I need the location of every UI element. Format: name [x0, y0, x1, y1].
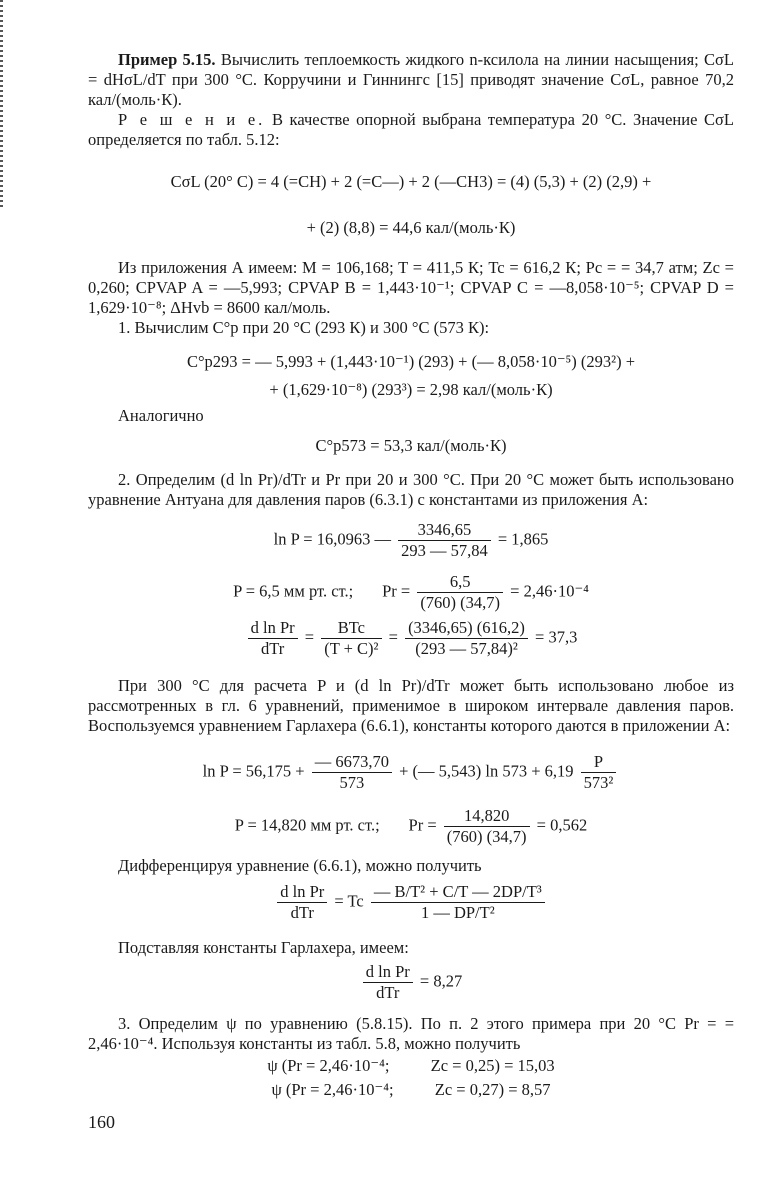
page-number: 160 [88, 1112, 115, 1132]
eq5-fraction [417, 572, 503, 613]
eq5-left: P = 6,5 мм рт. ст.; [233, 581, 354, 601]
eq5-rhs: = 2,46·10⁻⁴ [510, 581, 589, 601]
eq8-denominator: (760) (34,7) [444, 826, 530, 847]
equation-1-line-1: CσL (20° C) = 4 (=CH) + 2 (=C—) + 2 (—CH3) = (4) (5,3) + (2) (2,9) + [170, 172, 652, 191]
eq8-fraction [444, 806, 530, 847]
eq7-lhs: ln P = 56,175 + [202, 761, 305, 781]
equation-3: C°p573 = 53,3 кал/(моль·К) [315, 436, 507, 455]
equation-2-line-1: C°p293 = — 5,993 + (1,443·10⁻¹) (293) + (— 8,058·10⁻⁵) (293²) + [186, 352, 636, 371]
equation-6: $\frac{\text{d ln Pr}}{\text{dTr}}$ = $\frac{\text{BTc}}{\text{(T + C)²}}$ = $\frac{(3346,65) (616,2)}{\text{(293 — 57,84)²}}$ = 37,3 [88, 618, 734, 659]
eq10-numerator: d ln Pr [365, 962, 410, 981]
eq4-fraction [398, 520, 491, 561]
eq5-numerator: 6,5 [449, 572, 471, 591]
equation-11: ψ (Pr = 2,46·10⁻⁴; Zc = 0,25) = 15,03 [267, 1056, 555, 1075]
eq6-denominator-1: dTr [248, 638, 298, 659]
example-text: Вычислить теплоемкость жидкого n-ксилола на линии насыщения; CσL = dHσL/dT при 300 °C. Корручини и Гиннингс [15] приводят значение CσL, равное 70,2 кал/(моль·К). [88, 50, 735, 109]
eq9-numerator-1: d ln Pr [280, 882, 325, 901]
solution-text: В качестве опорной выбрана температура 20 °C. Значение CσL определяется по табл. 5.12: [88, 110, 735, 149]
eq5-lhs: Pr = [382, 581, 411, 601]
eq4-rhs: = 1,865 [497, 529, 549, 549]
eq6-fraction-2 [321, 618, 381, 659]
eq4-lhs: ln P = 16,0963 — [273, 529, 391, 549]
solution-word: Р е ш е н и е. [118, 110, 266, 129]
eq6-denominator-2: (T + C)² [321, 638, 381, 659]
solution-paragraph [88, 110, 734, 150]
equation-12: ψ (Pr = 2,46·10⁻⁴; Zc = 0,27) = 8,57 [271, 1080, 551, 1099]
equation-10 [88, 962, 734, 1003]
paragraph-300c: При 300 °C для расчета P и (d ln Pr)/dTr может быть использовано любое из рассмотренных в гл. 6 уравнений, применимое в широком интервале давления паров. Воспользуемся уравнением Гарлахера (6.6.1), константы которого даются в приложении А: [88, 676, 734, 735]
eq6-rhs: = 37,3 [535, 627, 578, 647]
eq8-numerator: 14,820 [463, 806, 510, 825]
example-title: Пример 5.15. [118, 50, 216, 69]
eq6-numerator-2: BTc [337, 618, 365, 637]
eq6-denominator-3: (293 — 57,84)² [405, 638, 528, 659]
appendix-paragraph: Из приложения А имеем: M = 106,168; T = 411,5 К; Tc = 616,2 К; Pc = = 34,7 атм; Zc = 0,260; CPVAP A = —5,993; CPVAP B = 1,443·10⁻¹; CPVAP C = —8,058·10⁻⁵; CPVAP D = 1,629·10⁻⁸; ΔHvb = 8600 кал/моль. [88, 258, 734, 317]
eq9-fraction-1 [277, 882, 327, 923]
eq9-mid: = Tc [334, 891, 364, 911]
differentiation-text: Дифференцируя уравнение (6.6.1), можно получить [118, 856, 482, 875]
eq7-numerator-2: P [593, 752, 604, 771]
eq7-numerator-1: — 6673,70 [314, 752, 389, 771]
eq9-numerator-2: — B/T² + C/T — 2DP/T³ [373, 882, 542, 901]
eq7-fraction-2 [581, 752, 617, 793]
eq9-fraction-2 [371, 882, 545, 923]
eq7-mid: + (— 5,543) ln 573 + 6,19 [399, 761, 574, 781]
equation-1-line-2: + (2) (8,8) = 44,6 кал/(моль·К) [306, 218, 516, 237]
eq8-left: P = 14,820 мм рт. ст.; [234, 815, 380, 835]
eq4-denominator: 293 — 57,84 [398, 540, 491, 561]
page-edge-marks [0, 0, 3, 210]
eq6-numerator-1: d ln Pr [250, 618, 295, 637]
eq4-numerator: 3346,65 [417, 520, 472, 539]
equation-2-line-2: + (1,629·10⁻⁸) (293³) = 2,98 кал/(моль·К) [269, 380, 553, 399]
substitution-text: Подставляя константы Гарлахера, имеем: [118, 938, 409, 957]
equation-7 [88, 752, 734, 793]
step-2: 2. Определим (d ln Pr)/dTr и Pr при 20 и 300 °C. При 20 °C может быть использовано уравнение Антуана для давления паров (6.3.1) с константами из приложения А: [88, 470, 734, 509]
eq10-rhs: = 8,27 [419, 971, 463, 991]
eq8-rhs: = 0,562 [536, 815, 588, 835]
step-1: 1. Вычислим C°p при 20 °C (293 К) и 300 °C (573 К): [118, 318, 490, 337]
eq7-denominator-2: 573² [581, 772, 617, 793]
eq7-fraction-1 [312, 752, 392, 793]
eq6-numerator-3: (3346,65) (616,2) [408, 618, 525, 637]
eq7-denominator-1: 573 [312, 772, 392, 793]
step-3: 3. Определим ψ по уравнению (5.8.15). По п. 2 этого примера при 20 °C Pr = = 2,46·10⁻⁴. Используя константы из табл. 5.8, можно получить [88, 1014, 734, 1053]
eq5-denominator: (760) (34,7) [417, 592, 503, 613]
equation-9 [88, 882, 734, 923]
eq9-denominator-2: 1 — DP/T² [371, 902, 545, 923]
analog-label: Аналогично [118, 406, 204, 425]
equation-5 [88, 572, 734, 613]
eq6-fraction-3 [405, 618, 528, 659]
eq10-denominator: dTr [363, 982, 413, 1003]
eq6-fraction-1 [248, 618, 298, 659]
equation-8 [88, 806, 734, 847]
eq8-lhs: Pr = [408, 815, 437, 835]
eq10-fraction [363, 962, 413, 1003]
eq9-denominator-1: dTr [277, 902, 327, 923]
equation-4 [88, 520, 734, 561]
example-paragraph [88, 50, 734, 110]
